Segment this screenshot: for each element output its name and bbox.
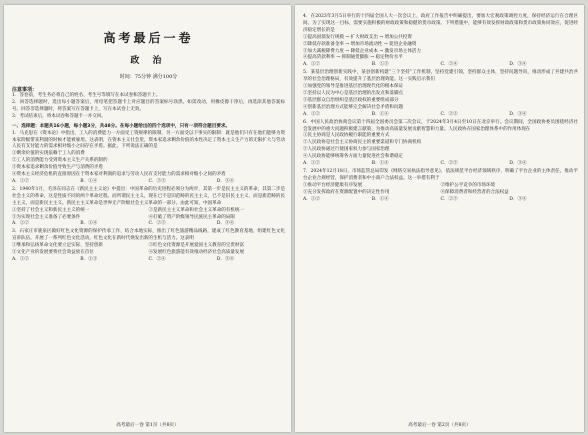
question-item: ②降低存款准备金率 → 增加市场流动性 → 促进企业融资 — [303, 41, 417, 47]
option-c: C．②④ — [440, 62, 458, 68]
question-item: ③基层群众自治组织是基层政权的重要组成部分 — [303, 97, 399, 103]
subject-title: 政 治 — [130, 56, 167, 66]
exam-page-1 — [4, 5, 291, 432]
question-item: ④发展红色旅游能有效推动经济社会高质量发展 — [148, 250, 244, 256]
notice-heading: 注意事项： — [12, 87, 38, 93]
option-d: D．③④ — [509, 111, 527, 117]
question-item: ②是新民主主义革命和社会主义革命的有机统一 — [148, 207, 244, 213]
question-5 — [303, 70, 578, 118]
question-item: ③人民政协通过行使国家权力参与国家治理 — [303, 147, 390, 153]
question-item: ②红色文化资源是开展爱国主义教育的宝贵财富 — [148, 243, 244, 249]
question-stem: 1．马克思在《资本论》中指出，工人的消费能力一方面受工资规律的限制，另一方面受以下事实的限制：就是他们只有在他们能够为资本家阶级带来利润的时候才能被雇用。这表明，在资本主义社会里，资本家追求剩余价值的本性决定了资本主义生产力的无限扩大与劳动人民有支付能力的需求相对缩小之间存在矛盾。据此，下列说法正确的是 — [12, 130, 285, 150]
question-item: ①推动平台经济健康有序发展 — [303, 182, 363, 188]
notice-item: 3．考试结束后，将本试卷和答题卡一并交回。 — [12, 113, 106, 119]
question-item: ③为实现社会主义准备了必要条件 — [12, 214, 81, 220]
page-footer: 高考最后一卷 第2页（共8页） — [408, 423, 471, 428]
option-a: A．①② — [303, 111, 320, 117]
question-stem: 7．2024年12月18日，市场监管总局印发《网络交易执法指导意见》，依法规范平台经济领域秩序，明确了平台企业的主体责任，推动平台企业合规经营，保护消费者和中小商户合法权益。这一举措有利于 — [303, 168, 578, 181]
answer-options — [303, 62, 578, 69]
question-item: ③文化产业的发展要将社会效益放在首位 — [12, 250, 94, 256]
option-b: B．①④ — [80, 178, 98, 184]
option-d: D．③④ — [509, 62, 527, 68]
question-7 — [303, 169, 578, 204]
question-item: ①坚持了社会主义和新民主主义的统一 — [12, 207, 90, 213]
option-c: C．②③ — [148, 221, 166, 227]
question-item: ②工人的消费能力受到资本主义生产关系的制约 — [12, 158, 108, 164]
question-stem: 6．中国人民政治协商会议第十四届全国委员会第二次会议，于2024年3月4日至10日在北京举行。会议期间，全国政协委员围绕经济社会发展中的重大问题积极建言献策，为推动高质量发展贡献智慧和力量。人民政协在国家治理体系中的作用体现在 — [303, 119, 578, 132]
question-item: ④人民政协能够统筹各方面力量促进社会和谐稳定 — [303, 154, 404, 160]
question-item: ④创新基层治理方式能够完全解决社会矛盾和问题 — [303, 104, 404, 110]
exam-title: 高考最后一卷 — [103, 31, 194, 45]
option-c: C．②③ — [440, 196, 458, 202]
question-2 — [12, 187, 285, 228]
answer-options — [12, 179, 285, 186]
question-stem: 3．石家庄市鹿泉区做好红色文化资源的保护传承工作，结合本地实际，推出了红色旅游精品线路，建成了红色教育基地，组建红色文化宣讲队伍，开展了一系列红色文化活动，红色文化在新时代焕发出新的生机与活力。这表明 — [12, 229, 285, 242]
option-b: B．①④ — [371, 161, 389, 167]
option-c: C．②③ — [148, 178, 166, 184]
question-items — [12, 208, 285, 222]
section-heading: 一、选择题：本题共16小题，每小题3分，共48分。在每小题给出的四个选项中，只有一项符合题目要求。 — [12, 123, 231, 129]
question-item: ④提高贷款利率 → 抑制通货膨胀 → 稳定物价水平 — [303, 55, 403, 61]
answer-options — [12, 257, 285, 264]
option-d: D．③④ — [216, 178, 235, 184]
question-item: ②维护公平竞争的市场环境 — [440, 182, 496, 188]
question-item: ③资本家追求剩余价值导致生产与消费的矛盾 — [12, 165, 103, 171]
question-stem: 4．在2023年3月5日举行的十四届全国人大一次会议上，政府工作报告中明确提出，要加大宏观政策调控力度，保持经济运行在合理区间。为了实现这一目标，需要实施积极的财政政策和稳健的货币政策。下列措施中，能够有效发挥财政政策和货币政策协同效应，促进经济稳定增长的是 — [303, 14, 578, 33]
option-a: A．①② — [12, 221, 29, 227]
question-item: ①剩余价值的实现依赖于工人的消费 — [12, 151, 85, 157]
option-b: B．①④ — [80, 221, 98, 227]
question-items — [303, 183, 578, 197]
question-item: ④打破了资产阶级领导民族民主革命的局限 — [148, 214, 235, 220]
answer-options — [12, 221, 285, 228]
question-items — [12, 243, 285, 257]
answer-options — [303, 161, 578, 168]
option-c: C．②③ — [440, 111, 458, 117]
question-6 — [303, 120, 578, 168]
option-c: C．②④ — [148, 256, 166, 262]
notice-item: 1．答卷前，考生务必将自己的姓名、考生号等填写在本试卷和答题卡上。 — [12, 93, 161, 98]
option-b: B．①③ — [80, 256, 98, 262]
notice-item: 2．回答选择题时，选出每小题答案后，用铅笔把答题卡上对应题目的答案标号涂黑。如需改动，用橡皮擦干净后，再选涂其他答案标号。回答非选择题时，将答案写在答题卡上，写在本试卷上无效。 — [12, 99, 285, 112]
option-a: A．①② — [303, 62, 320, 68]
option-a: A．①② — [303, 196, 320, 202]
option-d: D．③④ — [509, 196, 527, 202]
answer-options — [303, 112, 578, 119]
question-item: ①继承和弘扬革命文化要立足实际、坚持创新 — [12, 243, 103, 249]
question-4 — [303, 14, 578, 69]
option-a: A．①② — [12, 256, 29, 262]
option-b: B．①③ — [371, 62, 389, 68]
exam-meta: 时间：75分钟 满分100分 — [119, 74, 178, 80]
question-stem: 5．某基层治理创新实践中，某县创新构建“三个坚持”工作机制，坚持党建引领，坚持群众主体，坚持问题导向，推动形成了共建共治共享的社会治理格局，有效提升了基层治理效能。这一实践启示我们 — [303, 70, 578, 83]
option-d: D．③④ — [509, 161, 527, 167]
question-item: ①提高国债发行规模 → 扩大财政支出 → 增加公共投资 — [303, 34, 412, 40]
question-item: ②坚持以人民为中心是基层治理的出发点和落脚点 — [303, 90, 404, 96]
exam-page-2 — [295, 5, 584, 432]
question-item: ①加强党的领导是推进基层治理现代化的根本保证 — [303, 84, 404, 90]
question-3 — [12, 229, 285, 264]
page-footer: 高考最后一卷 第1页（共8页） — [116, 423, 179, 428]
option-b: B．①④ — [371, 111, 389, 117]
option-b: B．①④ — [371, 196, 389, 202]
option-d: D．③④ — [216, 221, 235, 227]
answer-options — [303, 197, 578, 204]
question-item: ④保障消费者和经营者的合法权益 — [440, 189, 509, 195]
question-item: ②人民政协是社会主义协商民主的重要渠道和专门协商机构 — [303, 140, 422, 146]
option-d: D．③④ — [216, 256, 235, 262]
question-1 — [12, 131, 285, 186]
question-item: ④资本主义经济危机的直接原因在于资本家对利润的追求与劳动人民有支付能力的需求相对缩小之间的矛盾 — [12, 172, 226, 178]
option-c: C．②③ — [440, 161, 458, 167]
question-stem: 2．1940年1月，毛泽东同志在《新民主主义论》中提出：中国革命的历史进程必须分为两步，其第一步是民主主义的革命，其第二步是社会主义的革命，这是性质不同的两个革命过程。而所谓民主主义，现在已不是旧范畴的民主主义，已不是旧民主主义，而是新范畴的民主主义，而是新民主主义。新民主主义革命是世界无产阶级社会主义革命的一部分。由此可知，中国革命 — [12, 186, 285, 206]
question-item: ①民主协商是人民政协履行职能的重要方式 — [303, 133, 390, 139]
question-item: ③加大减税降费力度 → 降低企业成本 → 激发市场主体活力 — [303, 48, 421, 54]
option-a: A．①② — [12, 178, 29, 184]
question-item: ③充分发挥政府在资源配置中的决定性作用 — [303, 189, 390, 195]
option-a: A．①② — [303, 161, 320, 167]
